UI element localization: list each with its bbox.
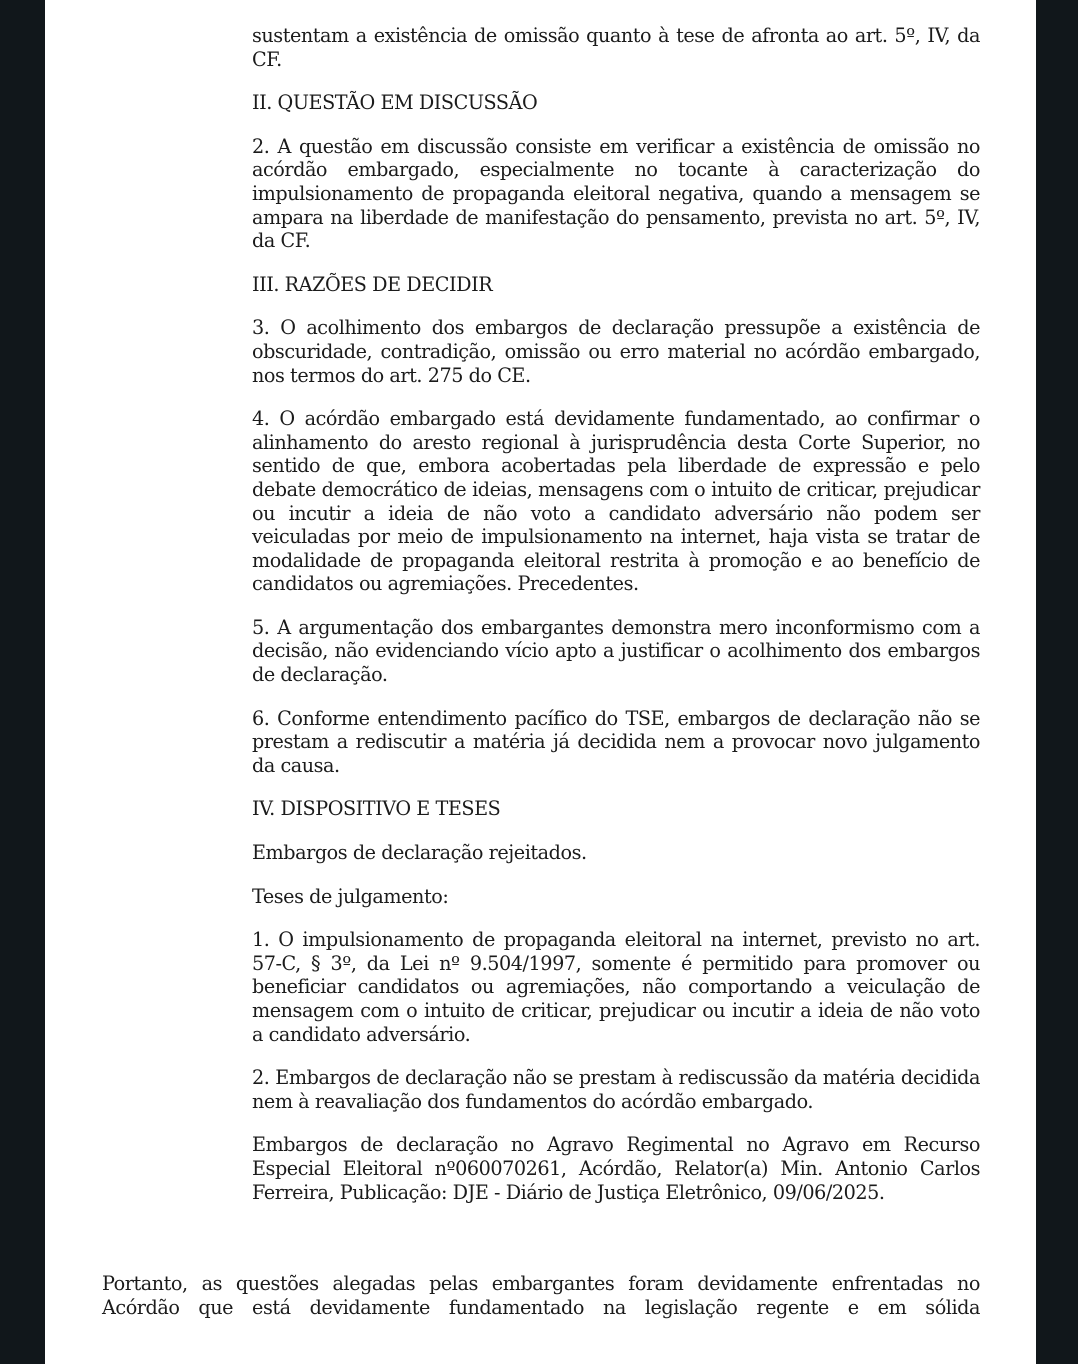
- section-heading-questao: II. QUESTÃO EM DISCUSSÃO: [252, 91, 538, 115]
- quote-paragraph-6: 6. Conforme entendimento pacífico do TSE, embargos de declaração não se prestam a rediscutir a matéria já decidida nem a provocar novo julgamento da causa.: [252, 706, 980, 777]
- quote-dispositivo: Embargos de declaração rejeitados.: [252, 841, 587, 865]
- quote-paragraph-4: 4. O acórdão embargado está devidamente fundamentado, ao confirmar o alinhamento do aresto regional à jurisprudência desta Corte Superior, no sentido de que, embora acobertadas pela liberdade de expressão e pelo debate democrático de ideias, mensagens com o intuito de criticar, prejudicar ou incutir a ideia de não voto a candidato adversário não podem ser veiculadas por meio de impulsionamento na internet, haja vista se tratar de modalidade de propaganda eleitoral restrita à promoção e ao benefício de candidatos ou agremiações. Precedentes.: [252, 407, 980, 596]
- section-heading-razoes: III. RAZÕES DE DECIDIR: [252, 272, 493, 296]
- body-text: [102, 1272, 980, 1319]
- quote-paragraph-5: 5. A argumentação dos embargantes demonstra mero inconformismo com a decisão, não evidenciando vício apto a justificar o acolhimento dos embargos de declaração.: [252, 615, 980, 687]
- quote-tese-2: 2. Embargos de declaração não se prestam à rediscussão da matéria decidida nem à reavaliação dos fundamentos do acórdão embargado.: [252, 1066, 980, 1113]
- quoted-decision-block: [252, 24, 980, 1224]
- quote-paragraph-3: 3. O acolhimento dos embargos de declaração pressupõe a existência de obscuridade, contradição, omissão ou erro material no acórdão embargado, nos termos do art. 275 do CE.: [252, 316, 980, 387]
- document-page: [45, 0, 1036, 1364]
- quote-paragraph-2: 2. A questão em discussão consiste em verificar a existência de omissão no acórdão embargado, especialmente no tocante à caracterização do impulsionamento de propaganda eleitoral negativa, quando a mensagem se ampara na liberdade de manifestação do pensamento, prevista no art. 5º, IV, da CF.: [252, 134, 980, 253]
- quote-tese-1: 1. O impulsionamento de propaganda eleitoral na internet, previsto no art. 57-C, § 3º, da Lei nº 9.504/1997, somente é permitido para promover ou beneficiar candidatos ou agremiações, não comportando a veiculação de mensagem com o intuito de criticar, prejudicar ou incutir a ideia de não voto a candidato adversário.: [252, 928, 980, 1046]
- quote-teses-label: Teses de julgamento:: [252, 884, 449, 908]
- body-paragraph: Portanto, as questões alegadas pelas embargantes foram devidamente enfrentadas no Acórdão que está devidamente fundamentado na legislação regente e em sólida: [102, 1272, 980, 1319]
- quote-citation: Embargos de declaração no Agravo Regimental no Agravo em Recurso Especial Eleitoral nº060070261, Acórdão, Relator(a) Min. Antonio Carlos Ferreira, Publicação: DJE - Diário de Justiça Eletrônico, 09/06/2025.: [252, 1133, 980, 1204]
- quote-paragraph-continuation: sustentam a existência de omissão quanto à tese de afronta ao art. 5º, IV, da CF.: [252, 24, 980, 71]
- section-heading-dispositivo: IV. DISPOSITIVO E TESES: [252, 797, 501, 821]
